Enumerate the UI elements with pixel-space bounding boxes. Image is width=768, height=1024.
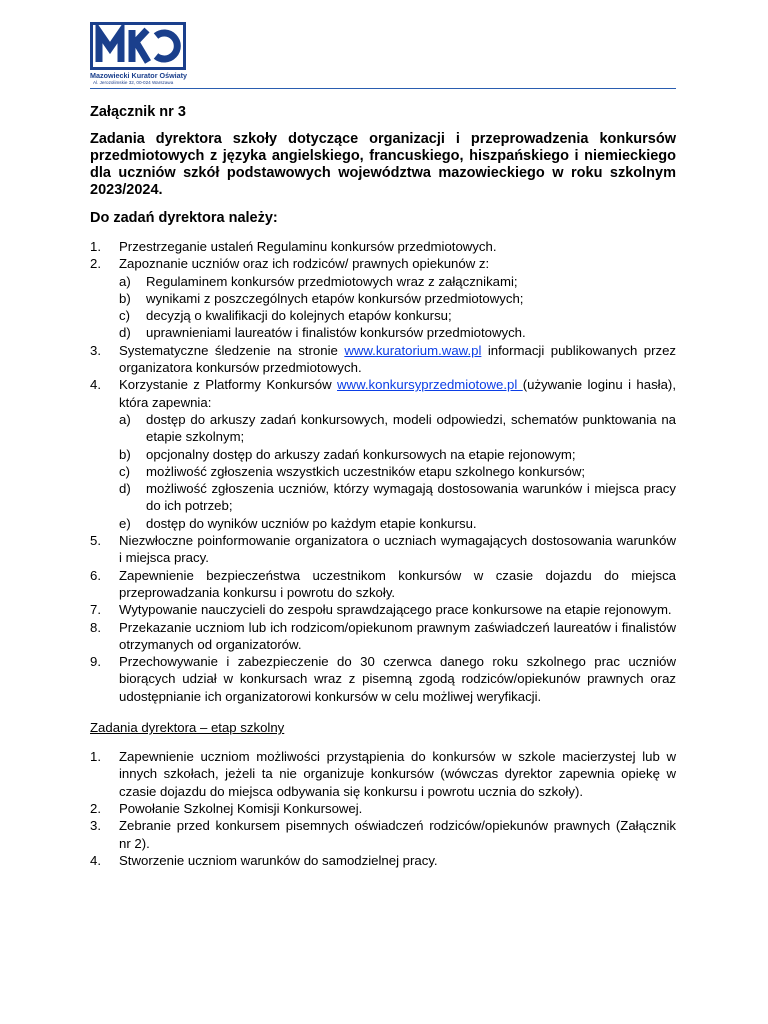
list-item bbox=[90, 653, 676, 705]
item-text: Systematyczne śledzenie na stronie bbox=[119, 342, 345, 358]
sub-item-text: wynikami z poszczególnych etapów konkursów przedmiotowych; bbox=[146, 290, 524, 306]
list-item bbox=[90, 800, 676, 817]
list-item bbox=[90, 567, 676, 602]
item-text: Przechowywanie i zabezpieczenie do 30 czerwca danego roku szkolnego prac uczniów biorących udział w konkursach wraz z pisemną zgodą rodziców/opiekunów prawnych oraz udostępnianie ich organizatorowi konkursów w celu możliwej weryfikacji. bbox=[119, 654, 676, 704]
document-body bbox=[90, 104, 676, 869]
logo bbox=[90, 22, 186, 85]
sub-list-item bbox=[119, 515, 676, 532]
sub-item-letter: a) bbox=[119, 411, 131, 427]
sub-list-item bbox=[119, 411, 676, 446]
item-text: informacji publikowanych przez organizatora konkursów przedmiotowych. bbox=[119, 342, 677, 376]
kuratorium-link[interactable]: www.kuratorium.waw.pl bbox=[344, 342, 482, 358]
item-text: Stworzenie uczniom warunków do samodzielnej pracy. bbox=[119, 852, 438, 868]
item-number: 4. bbox=[90, 852, 101, 868]
sub-item-letter: c) bbox=[119, 308, 130, 324]
mko-logo-icon bbox=[90, 22, 186, 70]
list-item bbox=[90, 817, 676, 852]
item-number: 7. bbox=[90, 602, 101, 618]
document-title: Zadania dyrektora szkoły dotyczące organizacji i przeprowadzenia konkursów przedmiotowych z języka angielskiego, francuskiego, hiszpańskiego i niemieckiego dla uczniów szkół podstawowych województwa mazowieckiego w roku szkolnym 2023/2024. bbox=[90, 131, 676, 198]
sub-item-text: uprawnieniami laureatów i finalistów konkursów przedmiotowych. bbox=[146, 325, 526, 341]
konkursy-link[interactable]: www.konkursyprzedmiotowe.pl bbox=[337, 377, 523, 393]
sub-item-letter: c) bbox=[119, 463, 130, 479]
sub-list-item bbox=[119, 290, 676, 307]
document-subtitle: Do zadań dyrektora należy: bbox=[90, 210, 278, 226]
list-item bbox=[90, 342, 676, 377]
item-text: Zebranie przed konkursem pisemnych oświadczeń rodziców/opiekunów prawnych (Załącznik nr 2). bbox=[119, 818, 676, 851]
sub-list-item bbox=[119, 446, 676, 463]
item-text: Korzystanie z Platformy Konkursów bbox=[119, 377, 338, 393]
sub-item-letter: d) bbox=[119, 481, 131, 497]
list-item bbox=[90, 852, 676, 869]
sub-list-item bbox=[119, 307, 676, 324]
logo-address: Al. Jerozolimskie 32, 00-024 Warszawa bbox=[93, 80, 174, 85]
sub-list-item bbox=[119, 273, 676, 290]
list-item bbox=[90, 238, 676, 255]
sub-item-text: możliwość zgłoszenia wszystkich uczestników etapu szkolnego konkursów; bbox=[146, 463, 586, 479]
item-number: 1. bbox=[90, 749, 101, 765]
item-number: 3. bbox=[90, 342, 101, 358]
sub-item-letter: b) bbox=[119, 446, 131, 462]
item-text: Powołanie Szkolnej Komisji Konkursowej. bbox=[119, 800, 363, 816]
sub-list-item bbox=[119, 463, 676, 480]
logo-name: Mazowiecki Kurator Oświaty bbox=[90, 71, 188, 80]
list-item bbox=[90, 601, 676, 618]
list-item bbox=[90, 748, 676, 800]
main-task-list bbox=[90, 238, 676, 705]
item-number: 5. bbox=[90, 533, 101, 549]
item-number: 1. bbox=[90, 239, 101, 254]
item-text: Przekazanie uczniom lub ich rodzicom/opiekunom prawnym zaświadczeń laureatów i finalistów otrzymanych od organizatorów. bbox=[119, 619, 676, 652]
item-number: 8. bbox=[90, 619, 101, 635]
sub-list bbox=[119, 273, 676, 342]
sub-item-text: opcjonalny dostęp do arkuszy zadań konkursowych na etapie rejonowym; bbox=[146, 446, 576, 462]
sub-list bbox=[119, 411, 676, 532]
sub-list-item bbox=[119, 480, 676, 515]
annex-label: Załącznik nr 3 bbox=[90, 104, 186, 120]
item-text: Zapewnienie uczniom możliwości przystąpienia do konkursów w szkole macierzystej lub w innych szkołach, jeżeli ta nie organizuje konkursów (wówczas dyrektor zapewnia opiekę w czasie dojazdu do miejsca odbywania się konkursu i powrotu ucznia do szkoły). bbox=[119, 749, 676, 799]
list-item bbox=[90, 255, 676, 341]
item-number: 3. bbox=[90, 818, 101, 834]
sub-list-item bbox=[119, 324, 676, 341]
sub-item-text: dostęp do wyników uczniów po każdym etapie konkursu. bbox=[146, 515, 477, 531]
sub-item-text: decyzją o kwalifikacji do kolejnych etapów konkursu; bbox=[146, 308, 452, 324]
sub-item-text: możliwość zgłoszenia uczniów, którzy wymagają dostosowania warunków i miejsca pracy do ich potrzeb; bbox=[146, 481, 676, 514]
item-text: Zapewnienie bezpieczeństwa uczestnikom konkursów w czasie dojazdu do miejsca przeprowadzania konkursu i powrotu do szkoły. bbox=[119, 567, 676, 600]
item-number: 9. bbox=[90, 654, 101, 670]
item-text: Niezwłoczne poinformowanie organizatora o uczniach wymagających dostosowania warunków i miejsca pracy. bbox=[119, 533, 676, 566]
sub-item-letter: a) bbox=[119, 273, 131, 289]
school-stage-task-list bbox=[90, 748, 676, 869]
item-text: Wytypowanie nauczycieli do zespołu sprawdzającego prace konkursowe na etapie rejonowym. bbox=[119, 602, 672, 618]
sub-item-text: Regulaminem konkursów przedmiotowych wraz z załącznikami; bbox=[146, 273, 518, 289]
item-number: 4. bbox=[90, 377, 101, 393]
item-text: Zapoznanie uczniów oraz ich rodziców/ prawnych opiekunów z: bbox=[119, 256, 490, 272]
item-text: Przestrzeganie ustaleń Regulaminu konkursów przedmiotowych. bbox=[119, 239, 497, 254]
item-number: 6. bbox=[90, 567, 101, 583]
list-item bbox=[90, 619, 676, 654]
item-number: 2. bbox=[90, 256, 101, 272]
list-item bbox=[90, 532, 676, 567]
sub-item-letter: d) bbox=[119, 325, 131, 341]
page-header bbox=[90, 22, 676, 89]
sub-item-letter: e) bbox=[119, 515, 131, 531]
section-title: Zadania dyrektora – etap szkolny bbox=[90, 720, 285, 736]
item-text: (używanie loginu i hasła), która zapewnia: bbox=[119, 377, 676, 410]
sub-item-text: dostęp do arkuszy zadań konkursowych, modeli odpowiedzi, schematów punktowania na etapie szkolnym; bbox=[146, 411, 676, 445]
sub-item-letter: b) bbox=[119, 290, 131, 306]
item-number: 2. bbox=[90, 800, 101, 816]
list-item bbox=[90, 376, 676, 532]
